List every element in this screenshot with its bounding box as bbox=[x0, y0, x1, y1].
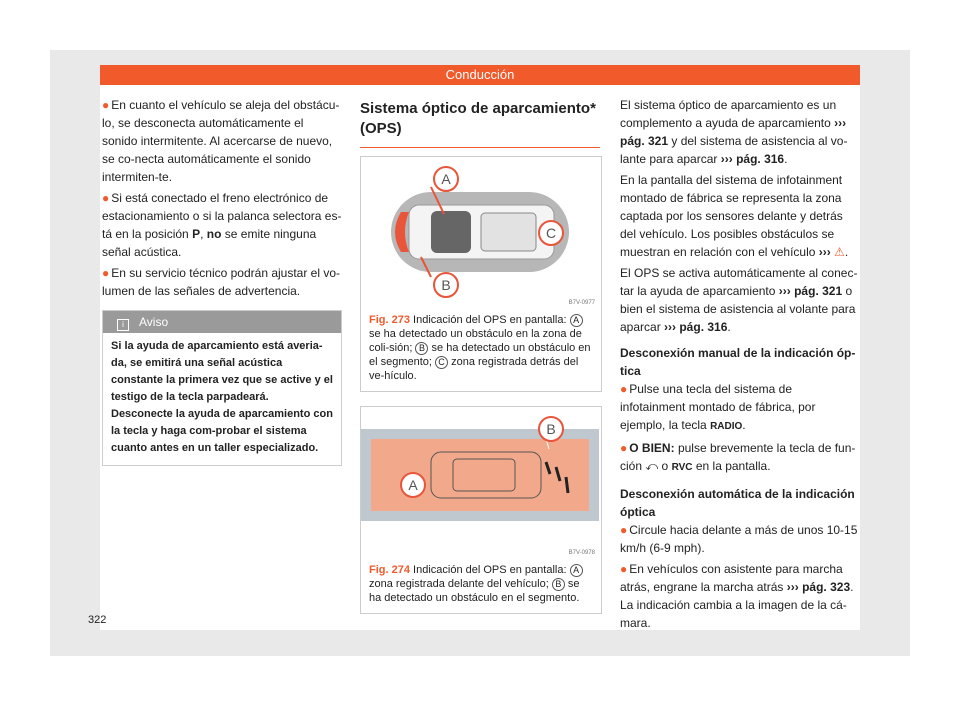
radio-key-label: RADIO bbox=[710, 421, 743, 432]
figure-code: B7V-0977 bbox=[568, 300, 595, 306]
bullet-paragraph: ● Pulse una tecla del sistema de infotainment montado de fábrica, por ejemplo, la tecla RADIO. bbox=[620, 382, 816, 432]
bullet-paragraph: ● Circule hacia delante a más de unos 10-15 km/h (6-9 mph). bbox=[620, 523, 858, 555]
marker-b-badge: B bbox=[552, 578, 565, 591]
column-middle bbox=[360, 99, 600, 628]
marker-b-badge: B bbox=[415, 342, 428, 355]
return-arrow-icon: ⤺ bbox=[645, 459, 659, 473]
bullet-paragraph: ● En vehículos con asistente para marcha atrás, engrane la marcha atrás ››› pág. 323. La indicación cambia a la imagen de la cá-mara. bbox=[620, 562, 854, 630]
figure-code: B7V-0978 bbox=[568, 550, 595, 556]
page-number: 322 bbox=[88, 614, 107, 626]
bullet-icon: ● bbox=[620, 441, 628, 455]
figure-273 bbox=[360, 156, 602, 392]
page-reference-link[interactable]: ››› pág. 321 bbox=[778, 284, 843, 298]
page-reference-link[interactable]: ››› pág. 321 bbox=[620, 116, 847, 148]
page-header: Conducción bbox=[100, 65, 860, 85]
marker-c-badge: C bbox=[435, 356, 448, 369]
section-title: Sistema óptico de aparcamiento* (OPS) bbox=[360, 100, 596, 137]
aviso-header: i Aviso bbox=[103, 311, 341, 333]
marker-b: B bbox=[441, 277, 451, 293]
bullet-paragraph: ● Si está conectado el freno electrónico de estacionamiento o si la palanca selectora es-tá en la posición P, no se emite ninguna señal acústica. bbox=[102, 191, 342, 259]
bullet-icon: ● bbox=[102, 191, 110, 205]
marker-c: C bbox=[545, 225, 557, 241]
paragraph: El OPS se activa automáticamente al conec-tar la ayuda de aparcamiento ››› pág. 321 o bien el sistema de asistencia al volante para aparcar ››› pág. 316. bbox=[620, 266, 858, 334]
aviso-body: Si la ayuda de aparcamiento está averia-da, se emitirá una señal acústica constante la primera vez que se active y el testigo de la tecla parpadeará. Desconecte la ayuda de aparcamiento con la tecla y haga com-probar el sistema cuanto antes en un taller especializado. bbox=[111, 340, 333, 454]
bullet-paragraph: ● En su servicio técnico podrán ajustar el vo-lumen de las señales de advertencia. bbox=[102, 266, 341, 298]
ops-top-view-illustration bbox=[361, 157, 599, 307]
paragraph: En la pantalla del sistema de infotainment montado de fábrica se representa la zona captada por los sensores delante y detrás del vehículo. Los posibles obstáculos se muestran en relación con el vehículo ››› ⚠. bbox=[620, 173, 849, 259]
page-reference-link[interactable]: ››› pág. 323 bbox=[786, 580, 851, 594]
bullet-icon: ● bbox=[620, 523, 628, 537]
section-divider bbox=[360, 147, 600, 148]
bullet-icon: ● bbox=[102, 98, 110, 112]
bullet-paragraph: ● O BIEN: pulse brevemente la tecla de fun-ción ⤺ o RVC en la pantalla. bbox=[620, 441, 856, 473]
marker-a: A bbox=[408, 477, 418, 493]
column-left bbox=[102, 96, 342, 466]
bullet-icon: ● bbox=[102, 266, 110, 280]
paragraph: El sistema óptico de aparcamiento es un complemento a ayuda de aparcamiento ››› pág. 321 y del sistema de asistencia al vo-lante para aparcar ››› pág. 316. bbox=[620, 98, 848, 166]
info-icon: i bbox=[117, 319, 129, 331]
page-reference-link[interactable]: ››› pág. 316 bbox=[664, 320, 728, 334]
ops-front-view-illustration bbox=[361, 407, 599, 557]
figure-caption: Fig. 274 Indicación del OPS en pantalla: A zona registrada delante del vehículo; B se ha detectado un obstáculo en el segmento. bbox=[361, 557, 601, 613]
marker-a-badge: A bbox=[570, 564, 583, 577]
page-reference-link[interactable]: ››› pág. 316 bbox=[720, 152, 785, 166]
subheading: Desconexión manual de la indicación óp-tica bbox=[620, 346, 856, 378]
column-right bbox=[620, 96, 860, 635]
subheading: Desconexión automática de la indicación óptica bbox=[620, 487, 855, 519]
bullet-paragraph: ● En cuanto el vehículo se aleja del obstácu-lo, se desconecta automáticamente el sonido intermitente. Al acercarse de nuevo, se co-necta automáticamente el sonido intermiten-te. bbox=[102, 98, 340, 184]
warning-reference-link[interactable]: ››› bbox=[818, 245, 831, 259]
bullet-icon: ● bbox=[620, 562, 628, 576]
rvc-key-label: RVC bbox=[671, 462, 693, 473]
marker-a-badge: A bbox=[570, 314, 583, 327]
warning-triangle-icon: ⚠ bbox=[834, 245, 845, 259]
figure-caption: Fig. 273 Indicación del OPS en pantalla: A se ha detectado un obstáculo en la zona de coli-sión; B se ha detectado un obstáculo en el segmento; C zona registrada detrás del ve-hículo. bbox=[369, 314, 591, 382]
marker-b: B bbox=[546, 421, 556, 437]
aviso-box bbox=[102, 310, 342, 466]
figure-274 bbox=[360, 406, 602, 614]
marker-a: A bbox=[441, 171, 451, 187]
bullet-icon: ● bbox=[620, 382, 628, 396]
